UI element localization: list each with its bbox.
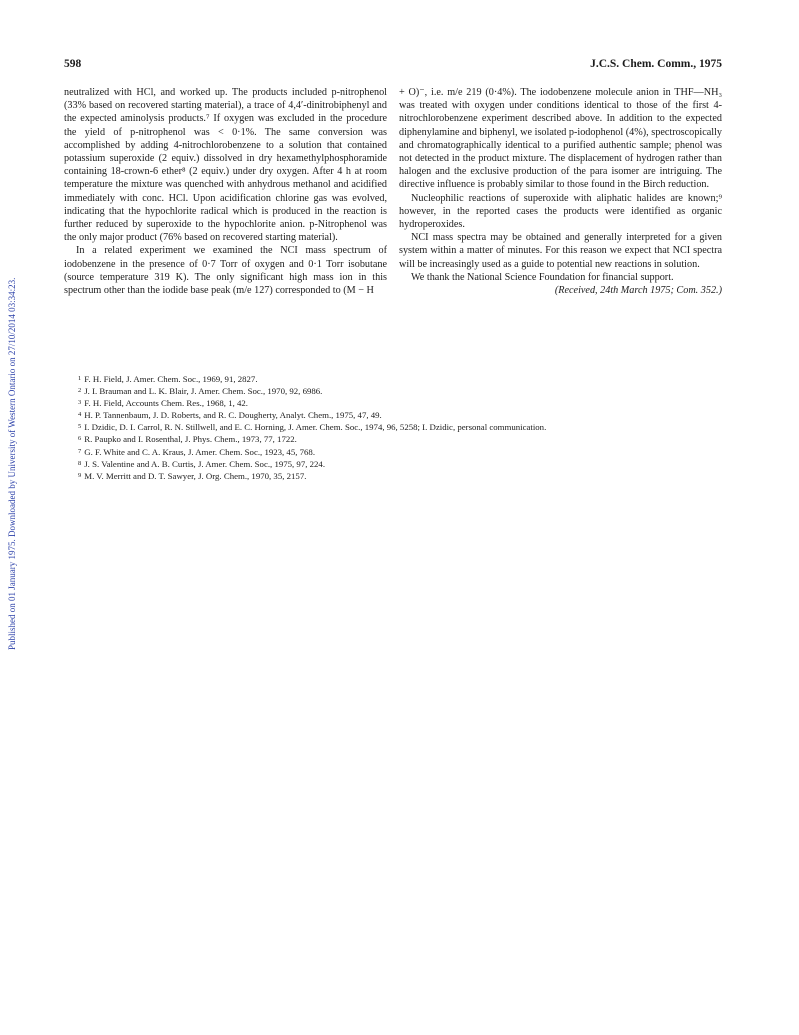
reference-item: [78, 397, 758, 409]
reference-text: J. I. Brauman and L. K. Blair, J. Amer. Chem. Soc., 1970, 92, 6986.: [84, 386, 323, 397]
journal-citation: J.C.S. Chem. Comm., 1975: [590, 58, 722, 70]
reference-text: J. S. Valentine and A. B. Curtis, J. Amer. Chem. Soc., 1975, 97, 224.: [84, 458, 326, 469]
reference-number: 3: [78, 399, 82, 407]
page-header: [64, 58, 722, 74]
references-list: [78, 373, 758, 482]
reference-item: [78, 385, 758, 397]
reference-item: [78, 458, 758, 470]
reference-text: F. H. Field, Accounts Chem. Res., 1968, 1, 42.: [84, 398, 248, 409]
reference-text: G. F. White and C. A. Kraus, J. Amer. Chem. Soc., 1923, 45, 768.: [84, 446, 316, 457]
reference-item: [78, 433, 758, 445]
reference-number: 9: [78, 471, 82, 479]
reference-number: 4: [78, 411, 82, 419]
reference-item: [78, 373, 758, 385]
reference-item: [78, 446, 758, 458]
body-paragraph: neutralized with HCl, and worked up. The products included p-nitrophenol (33% based on recovered starting material), a trace of 4,4′-dinitrobiphenyl and the expected aminolysis products.⁷ If oxygen was excluded in the procedure the yield of p-nitrophenol was < 0·1%. The same conversion was accomplished by adding 4-nitrochlorobenzene to a solution that contained potassium superoxide (2 equiv.) dissolved in dry hexamethylphosphoramide containing 18-crown-6 ether⁸ (2 equiv.) under dry oxygen. After 4 h at room temperature the mixture was quenched with anhydrous methanol and acidified immediately with conc. HCl. Upon acidification chlorine gas was evolved, indicating that the hypochlorite radical which is produced in the reaction is further reduced by superoxide to the hypochlorite anion. p-Nitrophenol was the only major product (76% based on recovered starting material).: [64, 87, 387, 244]
acknowledgement: We thank the National Science Foundation for financial support.: [411, 271, 674, 283]
reference-item: [78, 421, 758, 433]
reference-item: [78, 470, 758, 482]
left-column: [64, 86, 387, 297]
reference-text: M. V. Merritt and D. T. Sawyer, J. Org. Chem., 1970, 35, 2157.: [84, 470, 307, 481]
reference-text: H. P. Tannenbaum, J. D. Roberts, and R. C. Dougherty, Analyt. Chem., 1975, 47, 49.: [84, 410, 382, 421]
right-column: [399, 86, 722, 297]
reference-item: [78, 409, 758, 421]
page-number: 598: [64, 58, 82, 70]
reference-number: 5: [78, 423, 82, 431]
reference-number: 7: [78, 447, 82, 455]
received-date: (Received, 24th March 1975; Com. 352.): [554, 285, 722, 297]
reference-text: R. Paupko and I. Rosenthal, J. Phys. Chem., 1973, 77, 1722.: [84, 434, 297, 445]
reference-text: F. H. Field, J. Amer. Chem. Soc., 1969, 91, 2827.: [84, 374, 258, 384]
reference-number: 6: [78, 435, 82, 443]
reference-number: 8: [78, 459, 82, 467]
body-paragraph: NCI mass spectra may be obtained and generally interpreted for a given system within a matter of minutes. For this reason we expect that NCI spectra will be increasingly used as a guide to potential new reactions in solution.: [399, 232, 722, 270]
download-notice: Published on 01 January 1975. Downloaded by University of Western Ontario on 27/10/2014 03:34:23.: [7, 277, 17, 650]
reference-text: I. Dzidic, D. I. Carrol, R. N. Stillwell, and E. C. Horning, J. Amer. Chem. Soc., 1974, 96, 5258; I. Dzidic, personal communication.: [84, 422, 547, 433]
body-paragraph: In a related experiment we examined the NCI mass spectrum of iodobenzene in the presence of 0·7 Torr of oxygen and 0·1 Torr isobutane (source temperature 319 K). The only significant high mass ion in this spectrum other than the iodide base peak (m/e 127) corresponded to (M − H: [64, 245, 387, 297]
body-paragraph: Nucleophilic reactions of superoxide with aliphatic halides are known;⁹ however, in the reported cases the products were identified as organic hydroperoxides.: [399, 192, 722, 231]
body-paragraph: + O)⁻, i.e. m/e 219 (0·4%). The iodobenzene molecule anion in THF—NH₃ was treated with oxygen under conditions identical to those of the first 4-nitrochlorobenzene experiment described above. In addition to the expected diphenylamine and biphenyl, we isolated p-iodophenol (4%), spectroscopically and chromatographically identical to a purified authentic sample; phenol was not detected in the product mixture. The displacement of hydrogen rather than halogen and the exclusive production of the para isomer are intriguing. The directive influence is probably similar to those found in the Birch reduction.: [399, 87, 722, 191]
reference-number: 1: [78, 375, 82, 382]
reference-number: 2: [78, 387, 82, 395]
